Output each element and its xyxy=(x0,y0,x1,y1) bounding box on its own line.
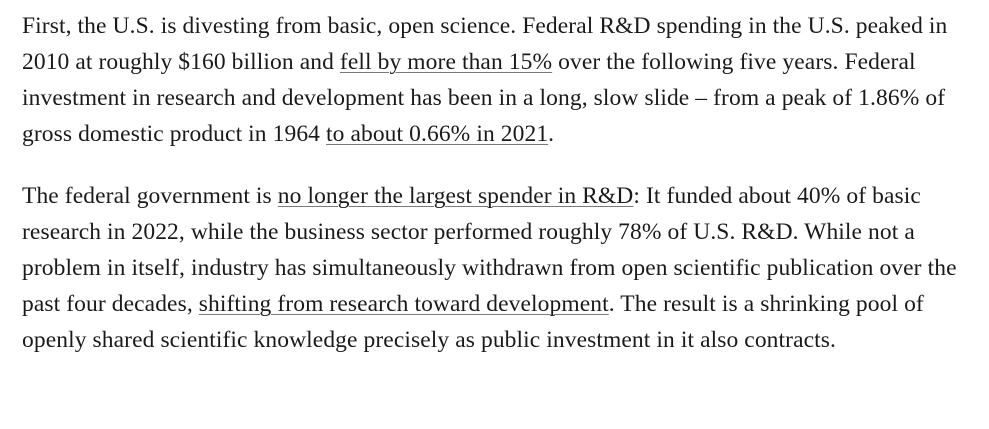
paragraph-text: . The result is a shrinking pool of openly shared scientific knowledge precisely as public investment in it also contracts. xyxy=(22,291,924,353)
inline-link[interactable]: to about 0.66% in 2021 xyxy=(326,121,549,147)
paragraph-text: : It funded about 40% of basic research in 2022, while the business sector performed roughly 78% of U.S. R&D. While not a problem in itself, industry has simultaneously withdrawn from open scientific publication over the past four decades, xyxy=(22,183,957,317)
paragraph-2 xyxy=(22,178,967,358)
paragraph-text: First, the U.S. is divesting from basic, open science. Federal R&D spending in the U.S. peaked in 2010 at roughly $160 billion and xyxy=(22,13,948,75)
inline-link[interactable]: fell by more than 15% xyxy=(339,49,553,75)
paragraph-text: over the following five years. Federal investment in research and development has been in a long, slow slide – from a peak of 1.86% of gross domestic product in 1964 xyxy=(22,49,946,147)
paragraph-text: . xyxy=(548,121,555,147)
paragraph-1 xyxy=(22,8,967,152)
inline-link[interactable]: no longer the largest spender in R&D xyxy=(277,183,634,209)
paragraph-text: The federal government is xyxy=(22,183,278,209)
inline-link[interactable]: shifting from research toward development xyxy=(198,291,609,317)
